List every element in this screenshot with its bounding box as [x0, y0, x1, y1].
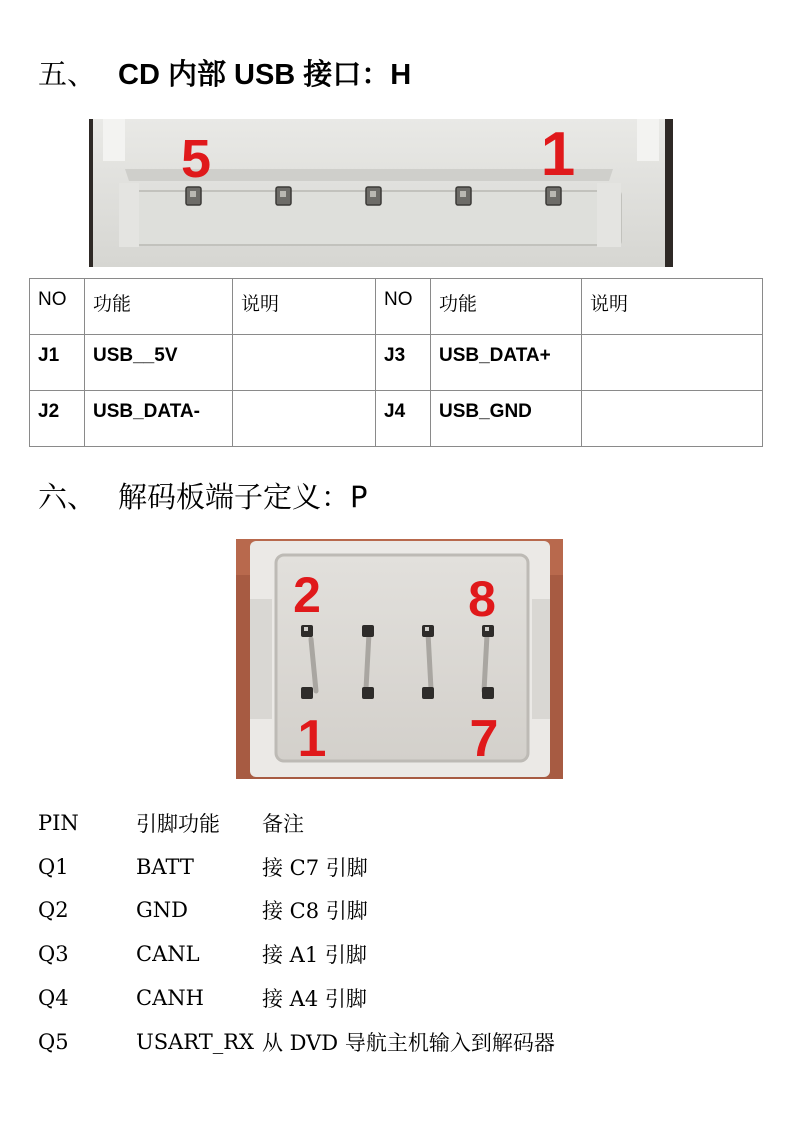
- pin-description: [582, 335, 763, 391]
- list-item: [38, 976, 555, 1020]
- pin-label-5: 5: [180, 129, 212, 189]
- table-header-row: [30, 279, 763, 335]
- pin-id: Q2: [38, 898, 69, 923]
- pin-remark: 接 C8 引脚: [262, 899, 368, 924]
- pin-function: BATT: [136, 854, 194, 879]
- list-header-row: [38, 801, 555, 845]
- header-no: NO: [376, 279, 431, 335]
- pin-label-7: 7: [469, 710, 499, 768]
- pin-function: USB_DATA+: [431, 335, 582, 391]
- pin-function: USART_RX: [136, 1029, 254, 1054]
- pin-remark: 接 A1 引脚: [262, 943, 367, 968]
- pin-id: Q5: [38, 1029, 69, 1054]
- section-6-number: 六、: [38, 480, 97, 514]
- pin-definition-list: [38, 801, 555, 1064]
- header-description: 说明: [582, 279, 763, 335]
- pin-remark: 接 A4 引脚: [262, 987, 367, 1012]
- pin-function: USB__5V: [85, 335, 233, 391]
- pin-label-8: 8: [468, 571, 496, 627]
- pin-function: CANH: [136, 986, 204, 1011]
- pin-function: USB_GND: [431, 391, 582, 447]
- header-function: 功能: [431, 279, 582, 335]
- header-pin: PIN: [38, 810, 79, 835]
- pin-description: [233, 335, 376, 391]
- section-5-heading: [38, 52, 411, 93]
- usb-connector-illustration: [89, 119, 673, 267]
- pin-remark: 接 C7 引脚: [262, 855, 368, 880]
- header-pin-function: 引脚功能: [136, 811, 220, 836]
- list-item: [38, 932, 555, 976]
- section-6-title: 解码板端子定义：P: [118, 480, 368, 514]
- pin-id: Q3: [38, 942, 69, 967]
- table-row: [30, 335, 763, 391]
- pin-id: Q1: [38, 854, 69, 879]
- usb-connector-photo: [89, 119, 673, 267]
- list-item: [38, 845, 555, 889]
- list-item: [38, 1020, 555, 1064]
- list-item: [38, 889, 555, 933]
- pin-function: USB_DATA-: [85, 391, 233, 447]
- pin-no: J1: [30, 335, 85, 391]
- header-no: NO: [30, 279, 85, 335]
- pin-no: J2: [30, 391, 85, 447]
- header-description: 说明: [233, 279, 376, 335]
- decoder-connector-illustration: [236, 539, 563, 779]
- header-function: 功能: [85, 279, 233, 335]
- header-remark: 备注: [262, 811, 304, 836]
- decoder-connector-photo: [236, 539, 563, 779]
- section-5-number: 五、: [38, 57, 97, 91]
- pin-remark: 从 DVD 导航主机输入到解码器: [262, 1030, 555, 1055]
- pin-no: J4: [376, 391, 431, 447]
- pin-label-1: 1: [540, 120, 576, 189]
- section-6-heading: [38, 475, 368, 516]
- pin-function: GND: [136, 898, 188, 923]
- pin-function: CANL: [136, 942, 200, 967]
- pin-id: Q4: [38, 986, 69, 1011]
- table-row: [30, 391, 763, 447]
- pin-description: [582, 391, 763, 447]
- pin-description: [233, 391, 376, 447]
- pin-label-2: 2: [293, 567, 321, 623]
- pin-no: J3: [376, 335, 431, 391]
- pin-label-1: 1: [297, 710, 327, 768]
- section-5-title: CD 内部 USB 接口：H: [118, 59, 412, 91]
- usb-pin-table: [29, 278, 763, 447]
